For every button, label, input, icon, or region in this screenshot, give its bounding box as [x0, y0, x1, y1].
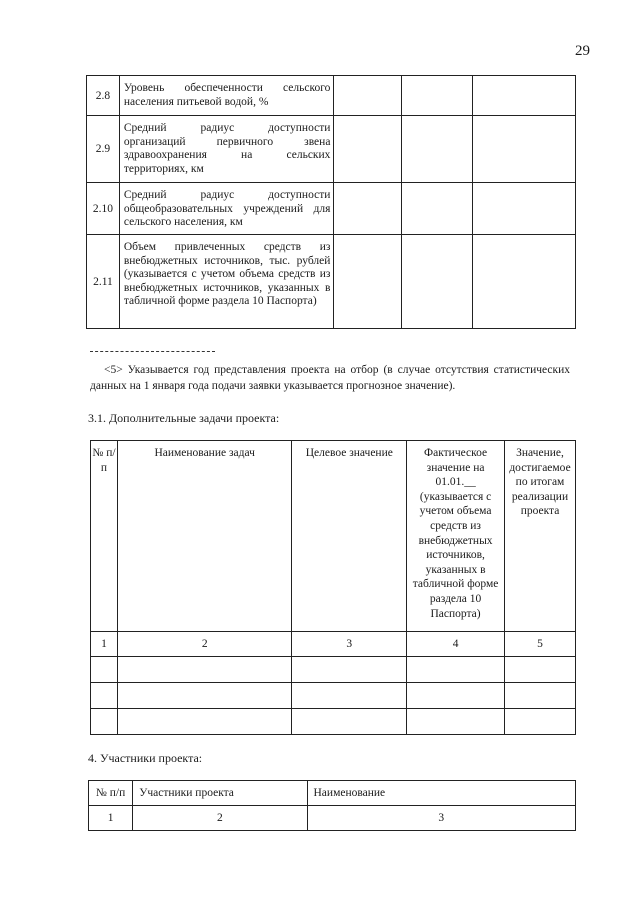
column-index: 2	[117, 632, 292, 657]
participants-table	[88, 780, 576, 831]
empty-cell	[402, 76, 473, 116]
empty-cell	[334, 116, 402, 183]
column-index: 2	[133, 806, 307, 831]
additional-tasks-table	[90, 440, 576, 735]
table-index-row	[91, 632, 576, 657]
footnote: <5> Указывается год представления проекта на отбор (в случае отсутствия статистических данных на 1 января года подачи заявки указывается прогнозное значение).	[90, 364, 570, 392]
page-number: 29	[575, 43, 590, 59]
column-header: Наименование задач	[117, 441, 292, 632]
empty-cell	[407, 657, 505, 683]
table-row	[87, 183, 576, 235]
table-row	[87, 235, 576, 329]
section-heading: 4. Участники проекта:	[88, 751, 203, 765]
indicators-table	[86, 75, 576, 329]
footnote-divider	[90, 351, 215, 352]
empty-cell	[117, 683, 292, 709]
column-header: Значение, достигаемое по итогам реализации проекта	[505, 441, 576, 632]
table-index-row	[89, 806, 576, 831]
empty-cell	[117, 657, 292, 683]
table-row	[91, 683, 576, 709]
empty-cell	[334, 76, 402, 116]
empty-cell	[334, 183, 402, 235]
row-number: 2.8	[87, 76, 120, 116]
row-number: 2.9	[87, 116, 120, 183]
empty-cell	[292, 709, 407, 735]
column-header: № п/п	[89, 781, 133, 806]
indicator-name: Средний радиус доступности общеобразовательных учреждений для сельского населения, км	[119, 183, 334, 235]
empty-cell	[91, 683, 118, 709]
table-header-row	[91, 441, 576, 632]
column-index: 4	[407, 632, 505, 657]
column-header: Фактическое значение на 01.01.__ (указывается с учетом объема средств из внебюджетных источников, указанных в табличной форме раздела 10 Паспорта)	[407, 441, 505, 632]
section-heading: 3.1. Дополнительные задачи проекта:	[88, 411, 280, 425]
indicator-name: Средний радиус доступности организаций первичного звена здравоохранения на сельских территориях, км	[119, 116, 334, 183]
empty-cell	[505, 683, 576, 709]
empty-cell	[117, 709, 292, 735]
empty-cell	[505, 657, 576, 683]
empty-cell	[334, 235, 402, 329]
column-header: № п/п	[91, 441, 118, 632]
column-header: Целевое значение	[292, 441, 407, 632]
empty-cell	[292, 657, 407, 683]
column-index: 5	[505, 632, 576, 657]
table-row	[87, 116, 576, 183]
empty-cell	[473, 76, 576, 116]
empty-cell	[407, 683, 505, 709]
table-row	[91, 709, 576, 735]
table-row	[87, 76, 576, 116]
column-index: 1	[89, 806, 133, 831]
empty-cell	[505, 709, 576, 735]
empty-cell	[473, 183, 576, 235]
table-header-row	[89, 781, 576, 806]
table-row	[91, 657, 576, 683]
empty-cell	[292, 683, 407, 709]
column-index: 1	[91, 632, 118, 657]
empty-cell	[402, 235, 473, 329]
empty-cell	[402, 183, 473, 235]
column-header: Участники проекта	[133, 781, 307, 806]
empty-cell	[473, 235, 576, 329]
empty-cell	[407, 709, 505, 735]
column-index: 3	[307, 806, 576, 831]
row-number: 2.10	[87, 183, 120, 235]
empty-cell	[402, 116, 473, 183]
empty-cell	[91, 657, 118, 683]
column-header: Наименование	[307, 781, 576, 806]
indicator-name: Уровень обеспеченности сельского населения питьевой водой, %	[119, 76, 334, 116]
empty-cell	[473, 116, 576, 183]
empty-cell	[91, 709, 118, 735]
row-number: 2.11	[87, 235, 120, 329]
column-index: 3	[292, 632, 407, 657]
indicator-name: Объем привлеченных средств из внебюджетных источников, тыс. рублей (указывается с учетом объема средств из внебюджетных источников, указанных в табличной форме раздела 10 Паспорта)	[119, 235, 334, 329]
